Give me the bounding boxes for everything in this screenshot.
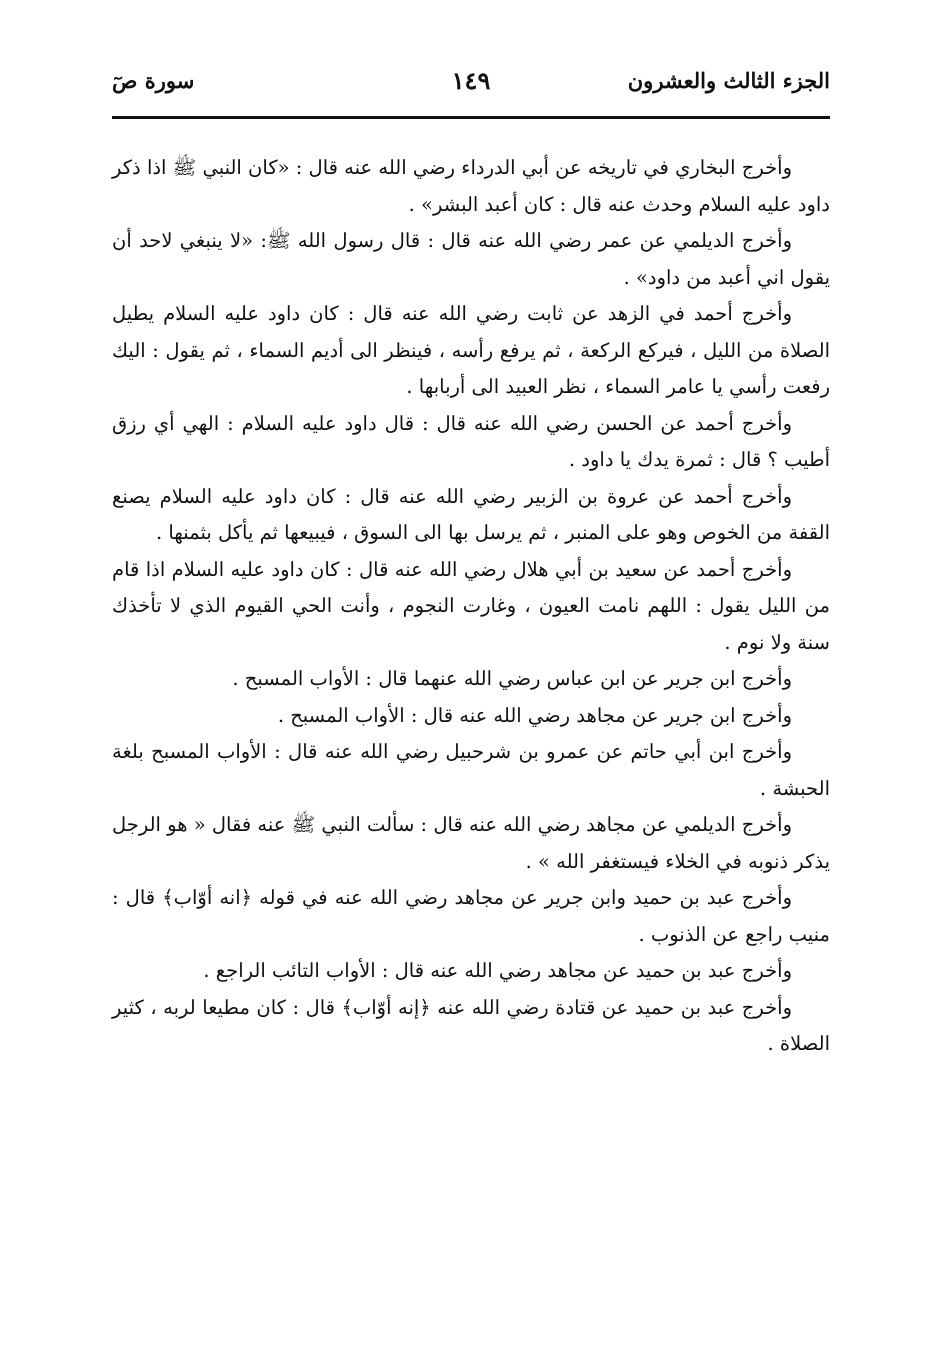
- paragraph: وأخرج ابن جرير عن ابن عباس رضي الله عنهما قال : الأواب المسبح .: [232, 667, 792, 690]
- paragraph: وأخرج أحمد في الزهد عن ثابت رضي الله عنه قال : كان داود عليه السلام يطيل الصلاة من الليل ، فيركع الركعة ، ثم يرفع رأسه ، فينظر الى أديم السماء ، ثم يقول : اليك رفعت رأسي يا عامر السماء ، نظر العبيد الى أربابها .: [112, 302, 830, 398]
- page-header: [112, 64, 830, 108]
- header-rule: [112, 116, 830, 119]
- page-body: [112, 150, 830, 1063]
- paragraph: وأخرج عبد بن حميد عن مجاهد رضي الله عنه قال : الأواب التائب الراجع .: [203, 959, 792, 982]
- paragraph: وأخرج البخاري في تاريخه عن أبي الدرداء رضي الله عنه قال : «كان النبي ﷺ اذا ذكر داود عليه السلام وحدث عنه قال : كان أعبد البشر» .: [112, 156, 830, 216]
- paragraph: وأخرج الديلمي عن عمر رضي الله عنه قال : قال رسول الله ﷺ: «لا ينبغي لاحد أن يقول اني أعبد من داود» .: [112, 229, 830, 289]
- paragraph: وأخرج عبد بن حميد وابن جرير عن مجاهد رضي الله عنه في قوله ﴿انه أوّاب﴾ قال : منيب راجع عن الذنوب .: [112, 886, 830, 946]
- paragraph: وأخرج عبد بن حميد عن قتادة رضي الله عنه ﴿إنه أوّاب﴾ قال : كان مطيعا لربه ، كثير الصلاة .: [112, 995, 830, 1055]
- page-number: ١٤٩: [451, 66, 491, 95]
- running-title-surah: سورة صٓ: [112, 68, 195, 93]
- running-title-part: الجزء الثالث والعشرون: [627, 68, 830, 93]
- paragraph: وأخرج الديلمي عن مجاهد رضي الله عنه قال : سألت النبي ﷺ عنه فقال « هو الرجل يذكر ذنوبه في الخلاء فيستغفر الله » .: [112, 813, 830, 873]
- paragraph: وأخرج أحمد عن عروة بن الزبير رضي الله عنه قال : كان داود عليه السلام يصنع القفة من الخوص وهو على المنبر ، ثم يرسل بها الى السوق ، فيبيعها ثم يأكل بثمنها .: [112, 484, 830, 544]
- paragraph: وأخرج أحمد عن سعيد بن أبي هلال رضي الله عنه قال : كان داود عليه السلام اذا قام من الليل يقول : اللهم نامت العيون ، وغارت النجوم ، وأنت الحي القيوم الذي لا تأخذك سنة ولا نوم .: [112, 557, 830, 654]
- paragraph: وأخرج ابن جرير عن مجاهد رضي الله عنه قال : الأواب المسبح .: [277, 703, 792, 727]
- paragraph: وأخرج ابن أبي حاتم عن عمرو بن شرحبيل رضي الله عنه قال : الأواب المسبح بلغة الحبشة .: [112, 740, 830, 800]
- paragraph: وأخرج أحمد عن الحسن رضي الله عنه قال : قال داود عليه السلام : الهي أي رزق أطيب ؟ قال : ثمرة يدك يا داود .: [112, 411, 830, 471]
